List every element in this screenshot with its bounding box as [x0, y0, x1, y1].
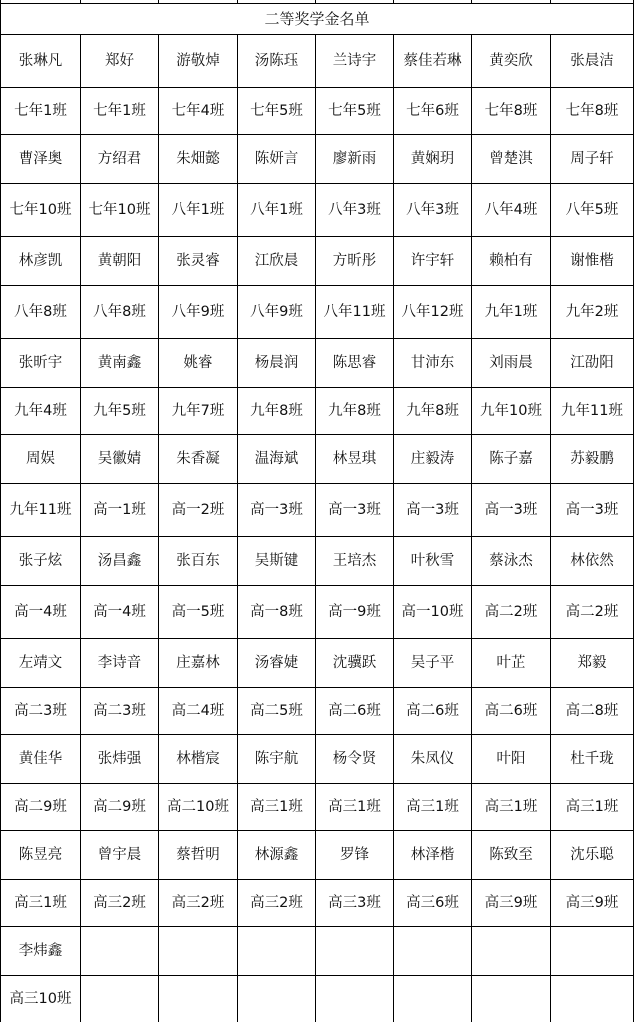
student-name-cell: 汤昌鑫: [81, 537, 159, 586]
class-cell: 高一4班: [81, 586, 159, 639]
class-cell: [81, 976, 159, 1022]
class-cell: 高二9班: [1, 784, 81, 831]
student-name-cell: 曾楚淇: [472, 135, 551, 184]
student-name-cell: 张灵睿: [159, 237, 238, 286]
student-name-cell: 王培杰: [316, 537, 394, 586]
student-name-cell: [81, 927, 159, 976]
class-cell: 高三2班: [81, 880, 159, 927]
class-cell: 高三3班: [316, 880, 394, 927]
class-row: [1, 784, 634, 831]
class-cell: 高二5班: [238, 688, 316, 735]
class-cell: 九年11班: [1, 484, 81, 537]
class-cell: [316, 976, 394, 1022]
class-row: [1, 184, 634, 237]
class-cell: 九年5班: [81, 388, 159, 435]
class-cell: 高二2班: [472, 586, 551, 639]
class-cell: 高二9班: [81, 784, 159, 831]
class-cell: 七年8班: [551, 88, 634, 135]
class-cell: 高三1班: [238, 784, 316, 831]
student-name-cell: 周子轩: [551, 135, 634, 184]
student-name-cell: 黄南鑫: [81, 339, 159, 388]
student-name-cell: 兰诗宇: [316, 35, 394, 88]
class-cell: 高一9班: [316, 586, 394, 639]
class-cell: 八年1班: [238, 184, 316, 237]
student-name-cell: 蔡泳杰: [472, 537, 551, 586]
student-name-cell: 陈妍言: [238, 135, 316, 184]
class-cell: 高一3班: [316, 484, 394, 537]
student-name-row: [1, 135, 634, 184]
student-name-cell: 林昱琪: [316, 435, 394, 484]
student-name-cell: 方昕彤: [316, 237, 394, 286]
student-name-cell: 张琳凡: [1, 35, 81, 88]
student-name-row: [1, 537, 634, 586]
student-name-cell: [159, 927, 238, 976]
student-name-cell: 张昕宇: [1, 339, 81, 388]
student-name-cell: 蔡哲明: [159, 831, 238, 880]
class-cell: 八年9班: [159, 286, 238, 339]
student-name-cell: 廖新雨: [316, 135, 394, 184]
student-name-cell: 庄嘉林: [159, 639, 238, 688]
class-cell: 八年4班: [472, 184, 551, 237]
student-name-cell: 张百东: [159, 537, 238, 586]
class-cell: 高二10班: [159, 784, 238, 831]
class-cell: 高一3班: [238, 484, 316, 537]
class-cell: 高一8班: [238, 586, 316, 639]
student-name-cell: 江欣晨: [238, 237, 316, 286]
class-cell: 七年6班: [394, 88, 472, 135]
class-cell: 高二3班: [81, 688, 159, 735]
student-name-cell: [472, 927, 551, 976]
class-cell: 高三1班: [316, 784, 394, 831]
class-row: [1, 388, 634, 435]
class-cell: [238, 976, 316, 1022]
class-cell: 高二6班: [472, 688, 551, 735]
class-cell: 九年4班: [1, 388, 81, 435]
student-name-cell: 朱香凝: [159, 435, 238, 484]
class-cell: 七年1班: [1, 88, 81, 135]
student-name-cell: 叶芷: [472, 639, 551, 688]
class-cell: [551, 976, 634, 1022]
student-name-cell: 方绍君: [81, 135, 159, 184]
class-cell: 高三9班: [551, 880, 634, 927]
student-name-cell: 蔡佳若琳: [394, 35, 472, 88]
class-cell: 七年5班: [238, 88, 316, 135]
class-row: [1, 286, 634, 339]
class-cell: 九年11班: [551, 388, 634, 435]
class-cell: 七年8班: [472, 88, 551, 135]
student-name-cell: 陈宇航: [238, 735, 316, 784]
class-cell: 七年10班: [1, 184, 81, 237]
student-name-row: [1, 735, 634, 784]
class-cell: 八年3班: [394, 184, 472, 237]
class-cell: 九年1班: [472, 286, 551, 339]
student-name-cell: 郑毅: [551, 639, 634, 688]
student-name-cell: 曹泽奥: [1, 135, 81, 184]
class-cell: 高二6班: [394, 688, 472, 735]
class-row: [1, 880, 634, 927]
class-cell: 高一3班: [551, 484, 634, 537]
student-name-cell: 陈致至: [472, 831, 551, 880]
class-cell: 七年1班: [81, 88, 159, 135]
student-name-row: [1, 435, 634, 484]
class-cell: 八年9班: [238, 286, 316, 339]
class-cell: 高三10班: [1, 976, 81, 1022]
student-name-cell: 周娱: [1, 435, 81, 484]
student-name-cell: 赖柏有: [472, 237, 551, 286]
class-cell: 高三9班: [472, 880, 551, 927]
student-name-row: [1, 831, 634, 880]
student-name-row: [1, 639, 634, 688]
student-name-cell: 黄奕欣: [472, 35, 551, 88]
student-name-cell: 叶秋雪: [394, 537, 472, 586]
class-cell: 八年3班: [316, 184, 394, 237]
student-name-cell: 陈思睿: [316, 339, 394, 388]
class-cell: 高一2班: [159, 484, 238, 537]
title-row: [1, 4, 634, 35]
class-cell: 八年8班: [81, 286, 159, 339]
class-cell: 高三2班: [159, 880, 238, 927]
class-cell: 七年5班: [316, 88, 394, 135]
class-cell: 高一3班: [472, 484, 551, 537]
class-cell: 高二8班: [551, 688, 634, 735]
student-name-cell: 杜千珑: [551, 735, 634, 784]
student-name-cell: 曾宇晨: [81, 831, 159, 880]
class-cell: 高二2班: [551, 586, 634, 639]
student-name-row: [1, 35, 634, 88]
class-cell: 高一5班: [159, 586, 238, 639]
student-name-cell: 杨晨润: [238, 339, 316, 388]
student-name-cell: 林依然: [551, 537, 634, 586]
class-cell: [394, 976, 472, 1022]
class-cell: 高三1班: [1, 880, 81, 927]
class-cell: 高三1班: [394, 784, 472, 831]
student-name-cell: [551, 927, 634, 976]
class-cell: 高三1班: [551, 784, 634, 831]
class-cell: 七年4班: [159, 88, 238, 135]
student-name-cell: 张炜强: [81, 735, 159, 784]
student-name-cell: 叶阳: [472, 735, 551, 784]
class-cell: 高一1班: [81, 484, 159, 537]
student-name-cell: 吴子平: [394, 639, 472, 688]
student-name-cell: 吴徽婧: [81, 435, 159, 484]
student-name-cell: 朱畑懿: [159, 135, 238, 184]
class-cell: 高二6班: [316, 688, 394, 735]
class-cell: 八年8班: [1, 286, 81, 339]
student-name-cell: 沈乐聪: [551, 831, 634, 880]
class-cell: 高一10班: [394, 586, 472, 639]
class-row: [1, 88, 634, 135]
student-name-cell: 郑好: [81, 35, 159, 88]
class-cell: 九年8班: [238, 388, 316, 435]
class-cell: 高三1班: [472, 784, 551, 831]
student-name-cell: 刘雨晨: [472, 339, 551, 388]
student-name-cell: 汤陈珏: [238, 35, 316, 88]
class-cell: 九年7班: [159, 388, 238, 435]
class-cell: [472, 976, 551, 1022]
student-name-cell: 林彦凯: [1, 237, 81, 286]
student-name-cell: 黄朝阳: [81, 237, 159, 286]
class-cell: 高三2班: [238, 880, 316, 927]
class-cell: 九年8班: [394, 388, 472, 435]
class-cell: 八年5班: [551, 184, 634, 237]
student-name-cell: 陈子嘉: [472, 435, 551, 484]
class-cell: 九年2班: [551, 286, 634, 339]
class-row: [1, 586, 634, 639]
student-name-cell: 杨令贤: [316, 735, 394, 784]
student-name-cell: 谢惟楷: [551, 237, 634, 286]
student-name-cell: [316, 927, 394, 976]
student-name-cell: 苏毅鹏: [551, 435, 634, 484]
student-name-row: [1, 339, 634, 388]
student-name-cell: 吴斯键: [238, 537, 316, 586]
class-cell: [159, 976, 238, 1022]
class-row: [1, 976, 634, 1022]
class-row: [1, 484, 634, 537]
student-name-cell: 左靖文: [1, 639, 81, 688]
student-name-cell: [394, 927, 472, 976]
student-name-cell: 李诗音: [81, 639, 159, 688]
student-name-cell: 林泽楷: [394, 831, 472, 880]
student-name-cell: 甘沛东: [394, 339, 472, 388]
class-cell: 九年10班: [472, 388, 551, 435]
student-name-cell: 庄毅涛: [394, 435, 472, 484]
class-cell: 八年1班: [159, 184, 238, 237]
student-name-cell: [238, 927, 316, 976]
student-name-cell: 李炜鑫: [1, 927, 81, 976]
student-name-cell: 游敬焯: [159, 35, 238, 88]
class-cell: 七年10班: [81, 184, 159, 237]
student-name-cell: 江劭阳: [551, 339, 634, 388]
student-name-cell: 温海斌: [238, 435, 316, 484]
student-name-row: [1, 927, 634, 976]
class-cell: 高一3班: [394, 484, 472, 537]
student-name-cell: 罗锋: [316, 831, 394, 880]
student-name-cell: 黄佳华: [1, 735, 81, 784]
student-name-cell: 林源鑫: [238, 831, 316, 880]
student-name-row: [1, 237, 634, 286]
student-name-cell: 黄娴玥: [394, 135, 472, 184]
student-name-cell: 许宇轩: [394, 237, 472, 286]
class-row: [1, 688, 634, 735]
class-cell: 高三6班: [394, 880, 472, 927]
student-name-cell: 姚睿: [159, 339, 238, 388]
table-title: 二等奖学金名单: [1, 4, 634, 35]
class-cell: 高一4班: [1, 586, 81, 639]
student-name-cell: 林楷宸: [159, 735, 238, 784]
class-cell: 高二3班: [1, 688, 81, 735]
student-name-cell: 朱凤仪: [394, 735, 472, 784]
student-name-cell: 汤睿婕: [238, 639, 316, 688]
class-cell: 八年11班: [316, 286, 394, 339]
class-cell: 八年12班: [394, 286, 472, 339]
class-cell: 高二4班: [159, 688, 238, 735]
student-name-cell: 张晨洁: [551, 35, 634, 88]
student-name-cell: 陈昱亮: [1, 831, 81, 880]
student-name-cell: 沈骥跃: [316, 639, 394, 688]
class-cell: 九年8班: [316, 388, 394, 435]
student-name-cell: 张子炫: [1, 537, 81, 586]
